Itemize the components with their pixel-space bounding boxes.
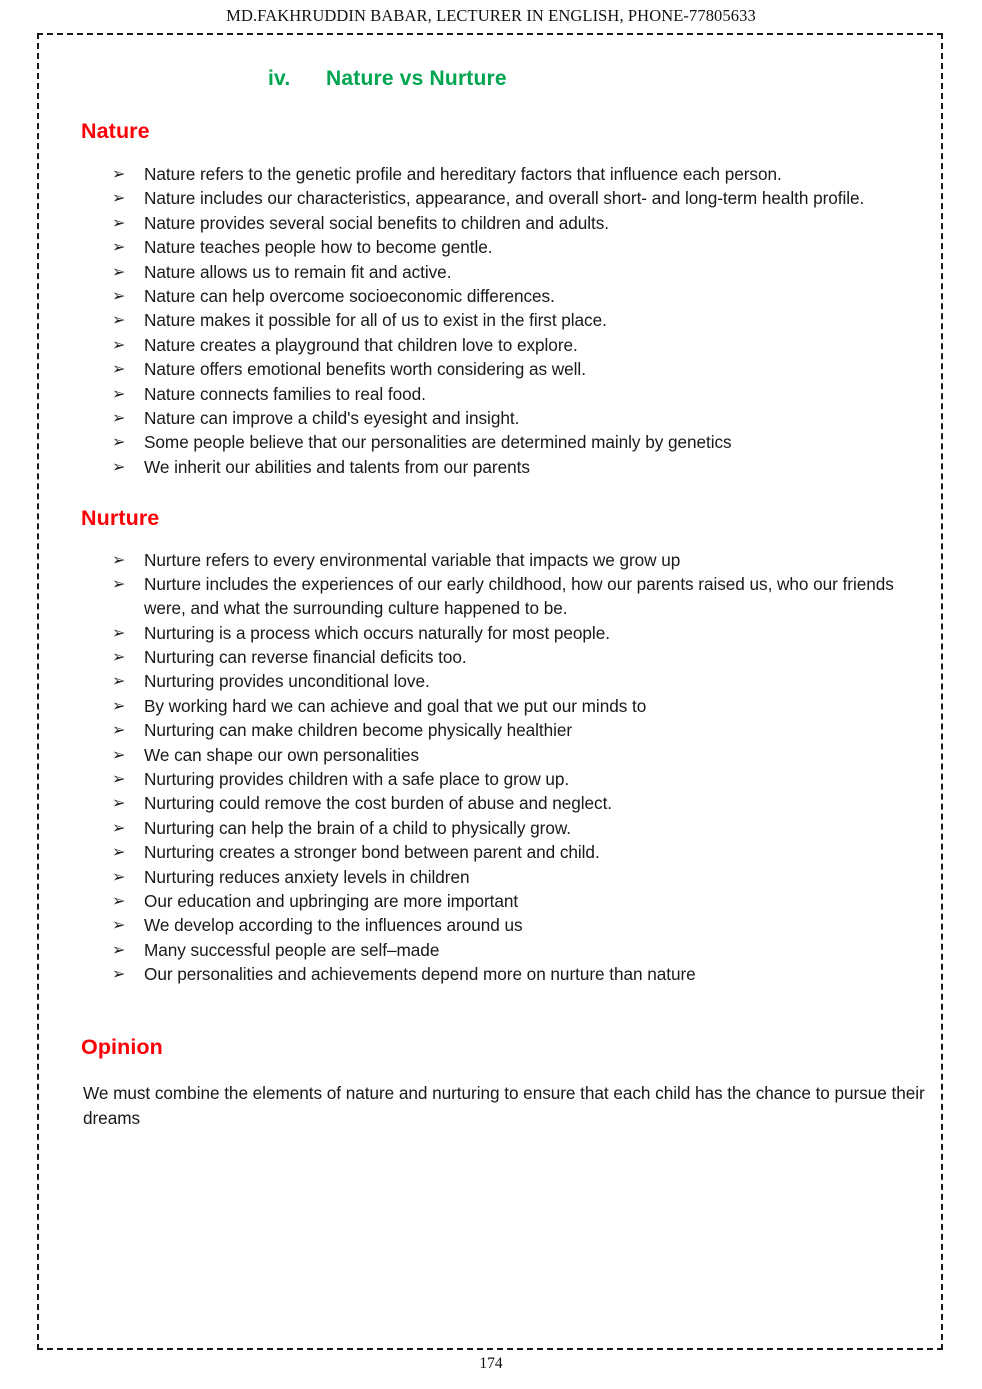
list-item: [61, 622, 915, 646]
list-item: [61, 670, 915, 694]
page-content: [39, 35, 941, 1348]
list-item-text: Our personalities and achievements depend more on nurture than nature: [144, 964, 696, 985]
list-item: [61, 963, 915, 987]
list-item-text: Nurture includes the experiences of our early childhood, how our parents raised us, who our friends were, and what the surrounding culture happened to be.: [144, 574, 894, 619]
list-item-text: Nurture refers to every environmental variable that impacts we grow up: [144, 549, 681, 570]
list-item-text: We develop according to the influences around us: [144, 915, 523, 936]
list-item: [61, 383, 915, 407]
list-item: [61, 163, 915, 187]
list-item-text: Nurturing can help the brain of a child to physically grow.: [144, 817, 571, 838]
list-item-text: Nature makes it possible for all of us to exist in the first place.: [144, 310, 607, 331]
list-item-text: Nature can help overcome socioeconomic differences.: [144, 286, 555, 307]
arrow-bullet-icon: ➢: [112, 892, 126, 910]
arrow-bullet-icon: ➢: [112, 868, 126, 886]
arrow-bullet-icon: ➢: [112, 648, 126, 666]
section-heading-nature: Nature: [81, 119, 150, 143]
arrow-bullet-icon: ➢: [112, 966, 126, 984]
list-item: [61, 768, 915, 792]
arrow-bullet-icon: ➢: [112, 917, 126, 935]
arrow-bullet-icon: ➢: [112, 434, 126, 452]
list-item-text: Nature connects families to real food.: [144, 383, 426, 404]
list-item-text: Nurturing reduces anxiety levels in children: [144, 866, 470, 887]
page-number: 174: [479, 1355, 503, 1372]
list-item-text: Nurturing can make children become physically healthier: [144, 720, 573, 741]
list-item: [61, 719, 915, 743]
list-item: [61, 914, 915, 938]
list-item: [61, 187, 915, 211]
arrow-bullet-icon: ➢: [112, 551, 126, 569]
section-heading-opinion: Opinion: [81, 1035, 163, 1060]
page-title-numeral: iv.: [268, 67, 291, 90]
list-item: [61, 549, 915, 573]
arrow-bullet-icon: ➢: [112, 722, 126, 740]
arrow-bullet-icon: ➢: [112, 770, 126, 788]
list-item: [61, 939, 915, 963]
list-item-text: Nature offers emotional benefits worth considering as well.: [144, 359, 586, 380]
list-item: [61, 236, 915, 260]
arrow-bullet-icon: ➢: [112, 819, 126, 837]
arrow-bullet-icon: ➢: [112, 263, 126, 281]
list-item-text: Nurturing creates a stronger bond between parent and child.: [144, 842, 600, 863]
list-item-text: Nature provides several social benefits to children and adults.: [144, 212, 609, 233]
arrow-bullet-icon: ➢: [112, 239, 126, 257]
page-border-frame: [37, 33, 943, 1350]
arrow-bullet-icon: ➢: [112, 624, 126, 642]
opinion-paragraph: We must combine the elements of nature and nurturing to ensure that each child has the chance to pursue their dreams: [83, 1083, 925, 1128]
arrow-bullet-icon: ➢: [112, 385, 126, 403]
list-item: [61, 261, 915, 285]
list-item: [61, 431, 915, 455]
list-item-text: Some people believe that our personalities are determined mainly by genetics: [144, 432, 732, 453]
arrow-bullet-icon: ➢: [112, 336, 126, 354]
list-item-text: Nature teaches people how to become gentle.: [144, 237, 493, 258]
arrow-bullet-icon: ➢: [112, 697, 126, 715]
list-item: [61, 573, 915, 621]
list-item: [61, 695, 915, 719]
list-item: [61, 407, 915, 431]
list-item-text: Nature allows us to remain fit and active.: [144, 261, 452, 282]
arrow-bullet-icon: ➢: [112, 410, 126, 428]
arrow-bullet-icon: ➢: [112, 576, 126, 594]
list-item: [61, 212, 915, 236]
list-item-text: Nature creates a playground that children love to explore.: [144, 334, 578, 355]
list-item: [61, 817, 915, 841]
list-item-text: Nurturing provides children with a safe place to grow up.: [144, 768, 570, 789]
arrow-bullet-icon: ➢: [112, 795, 126, 813]
nurture-bullet-list: [61, 549, 915, 987]
arrow-bullet-icon: ➢: [112, 312, 126, 330]
list-item: [61, 744, 915, 768]
arrow-bullet-icon: ➢: [112, 190, 126, 208]
arrow-bullet-icon: ➢: [112, 673, 126, 691]
arrow-bullet-icon: ➢: [112, 214, 126, 232]
arrow-bullet-icon: ➢: [112, 458, 126, 476]
list-item-text: Nature includes our characteristics, appearance, and overall short- and long-term health profile.: [144, 188, 865, 209]
list-item-text: Nurturing can reverse financial deficits too.: [144, 646, 467, 667]
arrow-bullet-icon: ➢: [112, 166, 126, 183]
list-item: [61, 890, 915, 914]
list-item: [61, 309, 915, 333]
arrow-bullet-icon: ➢: [112, 361, 126, 379]
list-item: [61, 358, 915, 382]
list-item-text: Our education and upbringing are more important: [144, 890, 519, 911]
arrow-bullet-icon: ➢: [112, 844, 126, 862]
arrow-bullet-icon: ➢: [112, 746, 126, 764]
arrow-bullet-icon: ➢: [112, 941, 126, 959]
list-item-text: Nature can improve a child's eyesight and insight.: [144, 408, 520, 429]
list-item: [61, 285, 915, 309]
arrow-bullet-icon: ➢: [112, 288, 126, 306]
list-item-text: Nurturing provides unconditional love.: [144, 671, 430, 692]
list-item-text: We can shape our own personalities: [144, 744, 420, 765]
list-item-text: Many successful people are self–made: [144, 939, 440, 960]
list-item: [61, 646, 915, 670]
page-title: [61, 67, 915, 91]
list-item-text: Nurturing could remove the cost burden of abuse and neglect.: [144, 793, 613, 814]
list-item: [61, 334, 915, 358]
list-item-text: Nurturing is a process which occurs naturally for most people.: [144, 622, 610, 643]
page-title-text: Nature vs Nurture: [326, 67, 507, 90]
running-header: MD.FAKHRUDDIN BABAR, LECTURER IN ENGLISH, PHONE-77805633: [226, 6, 756, 25]
list-item-text: By working hard we can achieve and goal that we put our minds to: [144, 695, 647, 716]
list-item-text: Nature refers to the genetic profile and hereditary factors that influence each person.: [144, 164, 782, 184]
section-heading-nurture: Nurture: [81, 505, 160, 530]
list-item-text: We inherit our abilities and talents from our parents: [144, 456, 530, 477]
nature-bullet-list: [61, 163, 915, 480]
list-item: [61, 841, 915, 865]
list-item: [61, 456, 915, 480]
list-item: [61, 866, 915, 890]
list-item: [61, 792, 915, 816]
